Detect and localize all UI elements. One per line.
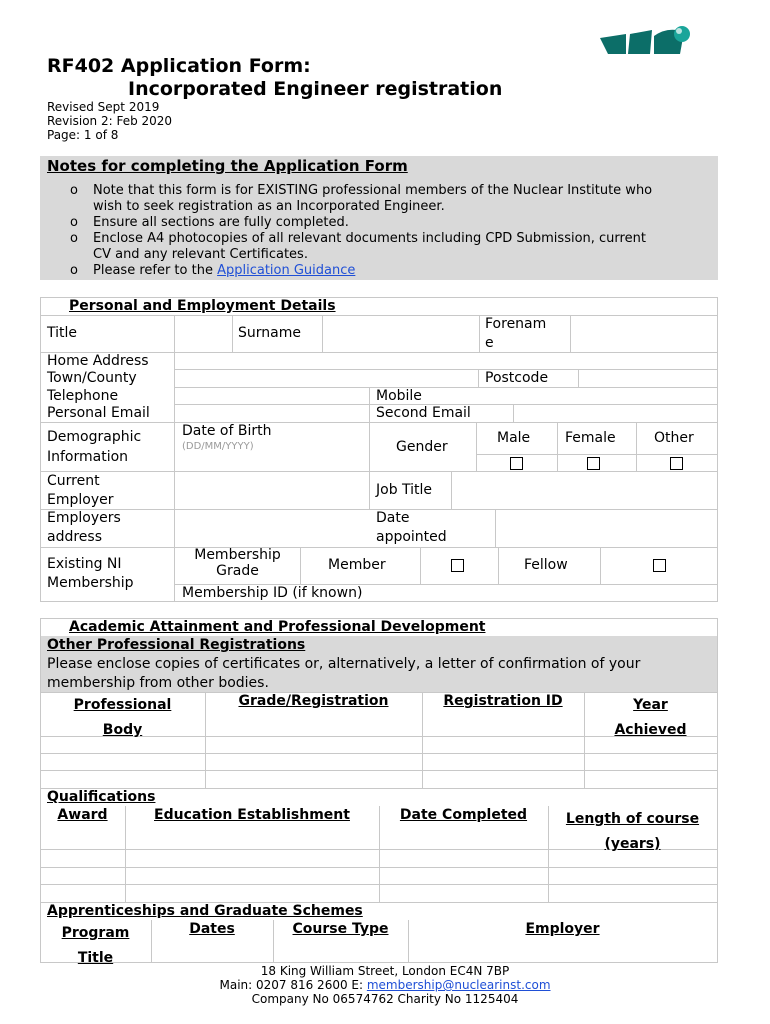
col-registration-id-text: Registration ID: [443, 693, 563, 709]
apprenticeships-heading-text: Apprenticeships and Graduate Schemes: [47, 903, 363, 919]
fellow-label: Fellow: [524, 557, 568, 573]
enclose-line-1: Please enclose copies of certificates or, alternatively, a letter of confirmation of your: [47, 656, 641, 672]
other-registrations-heading-text: Other Professional Registrations: [47, 637, 306, 653]
home-address-input[interactable]: [175, 353, 717, 369]
mobile-label: Mobile: [376, 388, 422, 404]
date-appointed-label-2: appointed: [376, 529, 447, 545]
employers-address-input[interactable]: [175, 510, 369, 547]
apprenticeships-heading: [47, 903, 363, 919]
date-appointed-input[interactable]: [496, 510, 717, 547]
personal-email-input[interactable]: [175, 405, 369, 422]
qualifications-heading-text: Qualifications: [47, 789, 156, 805]
col-course-type: [273, 921, 408, 937]
academic-heading-text: Academic Attainment and Professional Development: [69, 619, 486, 635]
postcode-input[interactable]: [579, 370, 717, 387]
second-email-label: Second Email: [376, 405, 471, 421]
note-3-line1: Enclose A4 photocopies of all relevant documents including CPD Submission, current: [93, 231, 646, 246]
demographic-label-1: Demographic: [47, 429, 142, 445]
membership-grade-label: [175, 547, 300, 579]
telephone-label: Telephone: [47, 388, 119, 404]
footer-company: Company No 06574762 Charity No 1125404: [251, 992, 519, 1006]
surname-label: Surname: [238, 325, 301, 341]
col-length-of-course: [548, 807, 717, 857]
membership-grade-label-1: Membership: [194, 547, 281, 563]
fellow-checkbox[interactable]: [653, 559, 666, 572]
bullet-3: o: [70, 231, 78, 246]
note-1-line1: Note that this form is for EXISTING professional members of the Nuclear Institute who: [93, 183, 653, 198]
membership-grade-label-2: Grade: [216, 563, 259, 579]
bullet-1: o: [70, 183, 78, 198]
surname-input[interactable]: [323, 316, 479, 352]
col-dates-text: Dates: [189, 921, 235, 937]
col-program-title-2: Title: [77, 950, 114, 966]
other-label: Other: [654, 430, 694, 446]
personal-email-label: Personal Email: [47, 405, 150, 421]
forename-input[interactable]: [571, 316, 717, 352]
form-subtitle: Incorporated Engineer registration: [128, 78, 503, 100]
col-date-completed-text: Date Completed: [399, 807, 528, 823]
col-professional-body: [40, 693, 205, 743]
female-label: Female: [565, 430, 616, 446]
bullet-2: o: [70, 215, 78, 230]
current-employer-label-1: Current: [47, 473, 100, 489]
second-email-input[interactable]: [514, 405, 717, 422]
revised-date: Revised Sept 2019: [47, 100, 160, 114]
member-checkbox[interactable]: [451, 559, 464, 572]
date-appointed-label-1: Date: [376, 510, 410, 526]
personal-heading: [69, 298, 336, 314]
note-3-line2: CV and any relevant Certificates.: [93, 247, 308, 262]
member-label: Member: [328, 557, 386, 573]
forename-label-1: Forenam: [485, 316, 547, 332]
employers-address-label-2: address: [47, 529, 103, 545]
current-employer-input[interactable]: [175, 472, 369, 509]
page-number: Page: 1 of 8: [47, 128, 119, 142]
existing-ni-label-2: Membership: [47, 575, 134, 591]
bullet-4: o: [70, 263, 78, 278]
title-input[interactable]: [175, 316, 232, 352]
dob-input[interactable]: (DD/MM/YYYY): [182, 441, 254, 452]
other-registrations-heading: [47, 637, 305, 653]
dob-label: Date of Birth: [182, 423, 272, 439]
col-course-type-text: Course Type: [292, 921, 389, 937]
home-address-label: Home Address: [47, 353, 149, 369]
col-year-achieved: [584, 693, 717, 743]
demographic-label-2: Information: [47, 449, 129, 465]
telephone-input[interactable]: [175, 388, 369, 404]
col-professional-body-2: Body: [102, 722, 143, 738]
notes-heading: Notes for completing the Application Form: [47, 157, 408, 175]
other-checkbox[interactable]: [670, 457, 683, 470]
col-grade-registration: [205, 693, 422, 709]
col-award: [40, 807, 125, 823]
col-employer: [408, 921, 717, 937]
job-title-label: Job Title: [376, 482, 433, 498]
col-year-achieved-1: Year: [633, 697, 668, 713]
col-employer-text: Employer: [525, 921, 600, 937]
col-education-establishment-text: Education Establishment: [154, 807, 350, 823]
enclose-line-2: membership from other bodies.: [47, 675, 269, 691]
col-year-achieved-2: Achieved: [614, 722, 687, 738]
application-guidance-link[interactable]: Application Guidance: [217, 263, 356, 278]
title-label: Title: [47, 325, 78, 341]
note-4-text: Please refer to the: [93, 263, 218, 278]
membership-id-label: Membership ID (if known): [182, 585, 363, 601]
female-checkbox[interactable]: [587, 457, 600, 470]
col-length-of-course-1: Length of course: [565, 811, 700, 827]
male-label: Male: [497, 430, 531, 446]
col-length-of-course-2: (years): [604, 836, 661, 852]
forename-label-2: e: [485, 335, 494, 351]
academic-heading: [69, 619, 485, 635]
footer-phone: Main: 0207 816 2600 E:: [219, 978, 367, 992]
footer-address: 18 King William Street, London EC4N 7BP: [260, 964, 510, 978]
current-employer-label-2: Employer: [47, 492, 114, 508]
postcode-label: Postcode: [485, 370, 549, 386]
col-program-title-1: Program: [61, 925, 130, 941]
note-2: Ensure all sections are fully completed.: [93, 215, 349, 230]
col-professional-body-1: Professional: [73, 697, 172, 713]
employers-address-label-1: Employers: [47, 510, 121, 526]
col-education-establishment: [125, 807, 379, 823]
revision-date: Revision 2: Feb 2020: [47, 114, 173, 128]
note-1-line2: wish to seek registration as an Incorporated Engineer.: [93, 199, 445, 214]
job-title-input[interactable]: [452, 472, 717, 509]
membership-email-link[interactable]: membership@nuclearinst.com: [366, 978, 551, 992]
qualifications-heading: [47, 789, 155, 805]
town-county-label: Town/County: [47, 370, 137, 386]
personal-heading-text: Personal and Employment Details: [69, 298, 336, 314]
col-award-text: Award: [57, 807, 108, 823]
col-registration-id: [422, 693, 584, 709]
mobile-input[interactable]: [470, 388, 717, 404]
town-county-input[interactable]: [175, 370, 478, 387]
male-checkbox[interactable]: [510, 457, 523, 470]
col-dates: [151, 921, 273, 937]
footer: [0, 964, 770, 1006]
col-grade-registration-text: Grade/Registration: [238, 693, 389, 709]
existing-ni-label-1: Existing NI: [47, 556, 122, 572]
form-title: RF402 Application Form:: [47, 55, 311, 77]
col-date-completed: [379, 807, 548, 823]
gender-label: Gender: [396, 439, 448, 455]
footer-main: [0, 978, 770, 992]
